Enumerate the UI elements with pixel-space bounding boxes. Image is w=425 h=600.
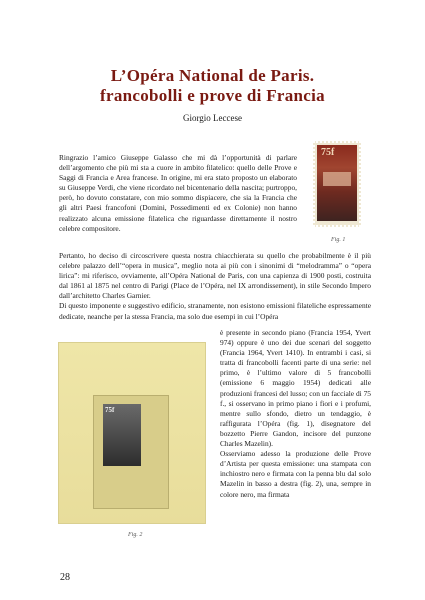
stamp-value: 75f xyxy=(321,147,335,158)
proof-stamp: 75f xyxy=(93,395,169,509)
figure-2-proof xyxy=(58,342,206,524)
figure-1-stamp xyxy=(313,141,361,227)
page-title-line-2: francobolli e prove di Francia xyxy=(100,86,325,105)
page-title-line-1: L’Opéra National de Paris. xyxy=(110,66,315,85)
page-number: 28 xyxy=(60,572,70,583)
figure-2-caption: Fig. 2 xyxy=(128,532,143,538)
paragraph-1: Ringrazio l’amico Giuseppe Galasso che mi dà l’opportunità di parlare dell’argomento che più mi sta a cuore in ambito filatelico: quello delle Prove e Saggi di Francia e Area francese. In origine, mi era stato proposto un elaborato su Giuseppe Verdi, che viene ricordato nel bicentenario della nascita; purtroppo, però, ho dovuto constatare, con mio sommo dispiacere, che sia la Francia che gli altri Paesi francofoni (Domini, Possedimenti ed ex Colonie) non hanno realizzato alcuna emissione filatelica che riguardasse direttamente il nostro celebre compositore. xyxy=(59,153,297,233)
paragraph-3: è presente in secondo piano (Francia 1954, Yvert 974) oppure è uno dei due scenari del soggetto (Francia 1964, Yvert 1410). In entrambi i casi, si tratta di francobolli facenti parte di una serie: nel primo, è l’ultimo valore di 5 francobolli (emissione 6 maggio 1954) dedicati alle produzioni francesi del lusso; con un facciale di 75 f., si osservano in primo piano i fiori e i profumi, mentre sullo sfondo, dietro un tendaggio, è raffigurata l’Opéra (fig. 1), disegnatore del bozzetto Pierre Gandon, incisore del punzone Charles Mazelin). Osserviamo adesso la produzione delle Prove d’Artista per questa emissione: una stampata con inchiostro nero e firmata con la penna blu dal solo Mazelin in basso a destra (fig. 2), una, sempre in colore nero, ma firmata xyxy=(220,328,371,499)
figure-1-caption: Fig. 1 xyxy=(331,237,346,243)
author: Giorgio Leccese xyxy=(182,113,243,123)
paragraph-2: Pertanto, ho deciso di circoscrivere questa nostra chiacchierata su quello che probabilmente è il più celebre palazzo dell’“opera in musica”, meglio nota ai più con i sinonimi di “melodramma” o “opera lirica”: mi riferisco, ovviamente, all’Opéra National de Paris, con una capienza di 1900 posti, costruita dal 1861 al 1875 nel centro di Parigi (Place de l’Opéra, nel IX arrondissement), in stile Secondo Impero dall’architetto Charles Garnier. Di questo imponente e suggestivo edificio, stranamente, non esistono emissioni filateliche espressamente dedicate, neanche per la stessa Francia, ma solo due esempi in cui l’Opéra xyxy=(59,251,371,321)
